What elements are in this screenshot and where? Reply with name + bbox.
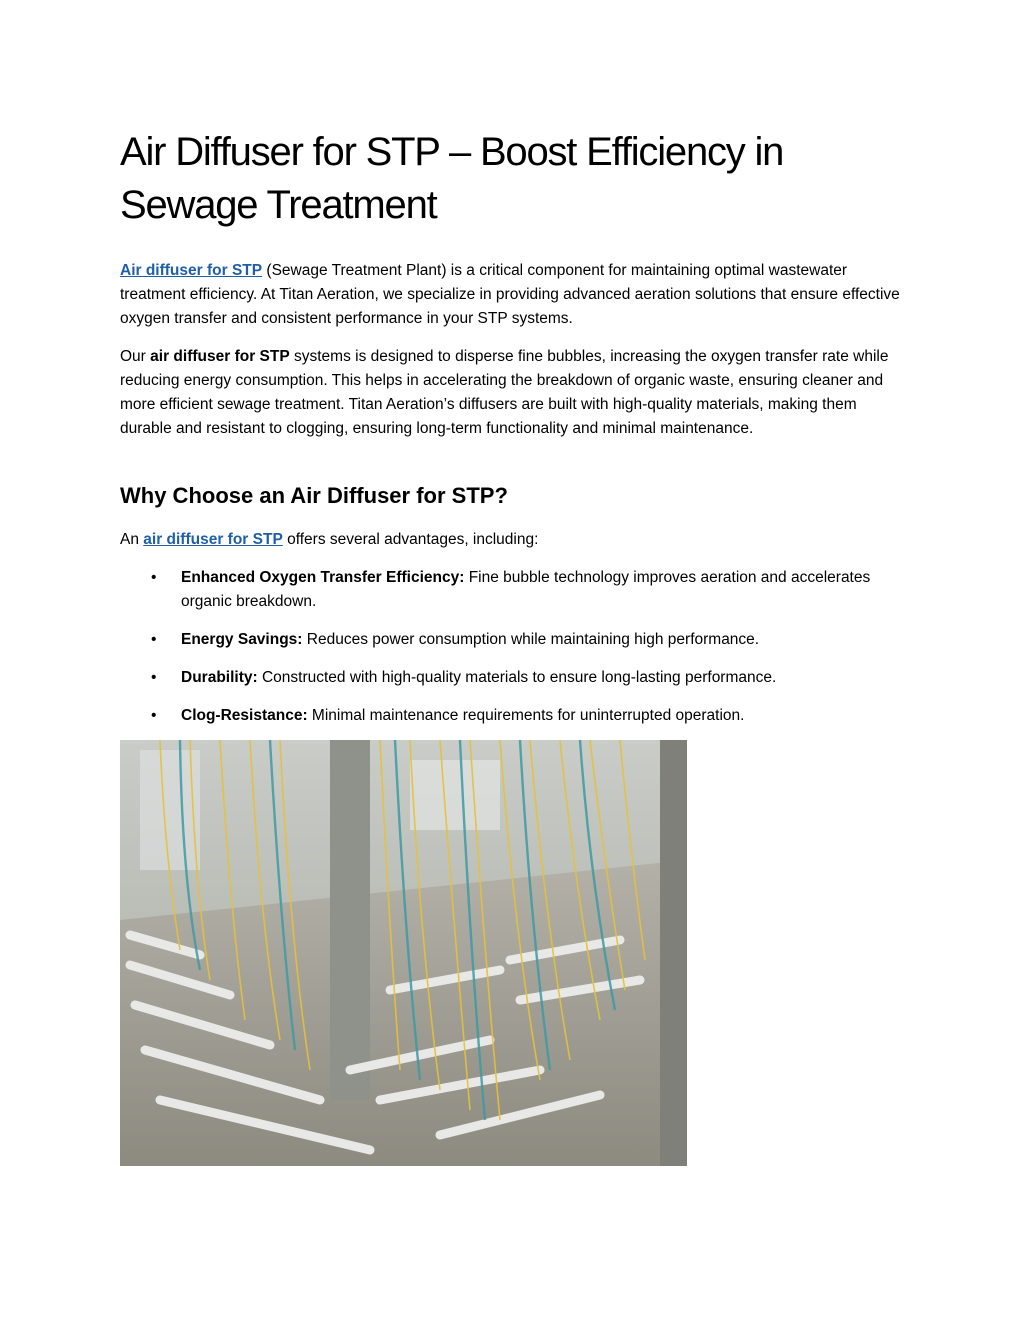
- air-diffuser-link-section[interactable]: air diffuser for STP: [143, 531, 283, 548]
- advantage-text: Fine bubble technology improves aeration and accelerates organic breakdown.: [181, 569, 871, 610]
- list-item: [120, 704, 910, 728]
- body-text: systems is designed to disperse fine bubbles, increasing the oxygen transfer rate while reducing energy consumption. This helps in accelerating the breakdown of organic waste, ensuring cleaner and more efficient sewage treatment. Titan Aeration’s diffusers are built with high-quality materials, making them durable and resistant to clogging, ensuring long-term functionality and minimal maintenance.: [120, 348, 889, 437]
- section-intro-paragraph: [120, 528, 538, 552]
- intro-text: (Sewage Treatment Plant) is a critical component for maintaining optimal wastewater treatment efficiency. At Titan Aeration, we specialize in providing advanced aeration solutions that ensure effective oxygen transfer and consistent performance in your STP systems.: [120, 262, 900, 327]
- section-intro-text: offers several advantages, including:: [282, 531, 539, 548]
- advantage-text: Reduces power consumption while maintaining high performance.: [302, 631, 760, 648]
- advantage-label: Enhanced Oxygen Transfer Efficiency:: [181, 569, 465, 586]
- list-item: [120, 566, 910, 614]
- intro-paragraph: [120, 259, 910, 331]
- air-diffuser-link-intro[interactable]: Air diffuser for STP: [120, 262, 263, 279]
- advantage-label: Energy Savings:: [181, 631, 303, 648]
- advantage-text: Minimal maintenance requirements for uninterrupted operation.: [307, 707, 745, 724]
- bullet-icon: •: [151, 707, 157, 724]
- section-heading: Why Choose an Air Diffuser for STP?: [120, 483, 508, 508]
- advantages-list: [120, 566, 910, 742]
- list-item: [120, 666, 910, 690]
- list-item: [120, 628, 910, 652]
- advantage-text: Constructed with high-quality materials to ensure long-lasting performance.: [257, 669, 777, 686]
- bullet-icon: •: [151, 631, 157, 648]
- advantage-label: Durability:: [181, 669, 258, 686]
- body-paragraph: [120, 345, 910, 441]
- title-line-1: Air Diffuser for STP – Boost Efficiency in: [120, 130, 784, 174]
- advantage-label: Clog-Resistance:: [181, 707, 308, 724]
- body-lead: Our: [120, 348, 151, 365]
- photo-illustration: [120, 740, 687, 1166]
- page-title: [120, 126, 910, 232]
- section-intro-lead: An: [120, 531, 144, 548]
- bullet-icon: •: [151, 569, 157, 586]
- body-bold-term: air diffuser for STP: [150, 348, 290, 365]
- bullet-icon: •: [151, 669, 157, 686]
- title-line-2: Sewage Treatment: [120, 183, 437, 227]
- aeration-tank-photo: [120, 740, 687, 1166]
